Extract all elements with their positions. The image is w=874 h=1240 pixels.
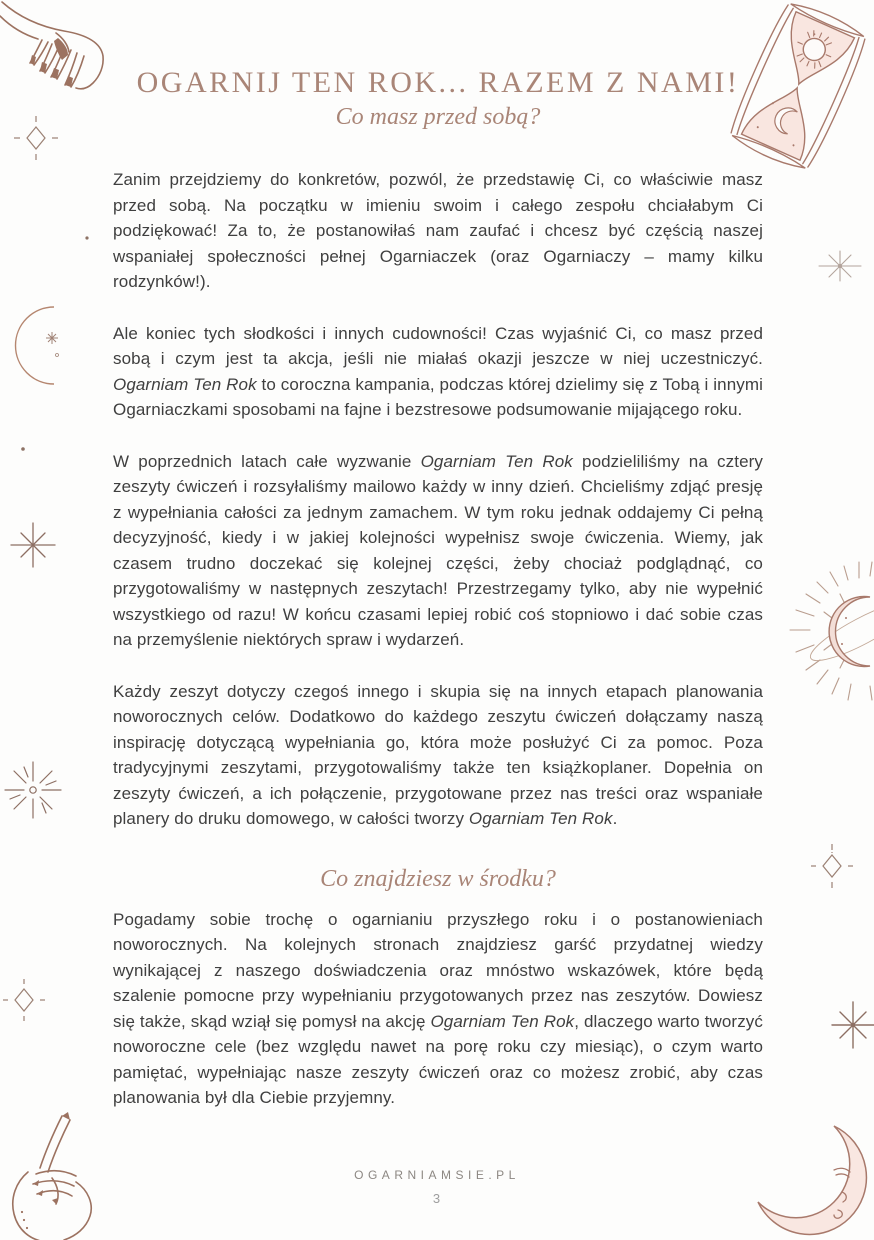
body-paragraph: Ale koniec tych słodkości i innych cudowności! Czas wyjaśnić Ci, co masz przed sobą i czym jest ta akcja, jeśli nie miałaś okazji jeszcze w niej uczestniczyć. Ogarniam Ten Rok to coroczna kampania, podczas której dzielimy się z Tobą i innymi Ogarniaczkami sposobami na fajne i bezstresowe podsumowanie mijającego roku. — [113, 323, 763, 419]
dot-icon — [84, 235, 90, 241]
body-paragraph: Każdy zeszyt dotyczy czegoś innego i skupia się na innych etapach planowania noworocznych celów. Dodatkowo do każdego zeszytu ćwiczeń dołączamy naszą inspirację dotyczącą wypełniania go, która może posłużyć Ci za pomoc. Poza tradycyjnymi zeszytami, przygotowaliśmy także ten książkoplaner. Dopełnia on zeszyty ćwiczeń, a ich połączenie, przygotowane przez nas treści oraz wspaniałe planery do druku domowego, w całości tworzy Ogarniam Ten Rok. — [113, 681, 763, 828]
hourglass-icon — [748, 2, 848, 170]
moon-rays-icon — [784, 560, 874, 704]
page-footer — [0, 1168, 874, 1206]
intro-section — [113, 167, 763, 832]
website-label: OGARNIAMSIE.PL — [354, 1168, 520, 1182]
starburst-icon — [1, 758, 65, 822]
asterisk-star-icon — [828, 1000, 874, 1050]
crescent-moon-icon — [0, 298, 80, 393]
page-title: OGARNIJ TEN ROK... RAZEM Z NAMI! — [136, 66, 740, 99]
asterisk-star-icon — [9, 521, 57, 569]
page-number: 3 — [432, 1191, 442, 1206]
starburst-icon — [818, 244, 862, 288]
page-subtitle: Co masz przed sobą? — [335, 104, 541, 130]
dot-icon — [20, 446, 26, 452]
sparkle-diamond-icon — [808, 842, 856, 890]
page-content — [113, 0, 763, 1137]
sparkle-diamond-icon — [12, 114, 60, 162]
body-paragraph: Pogadamy sobie trochę o ogarnianiu przyszłego roku i o postanowieniach noworocznych. Na kolejnych stronach znajdziesz garść przydatnej wiedzy wynikającej z naszego doświadczenia oraz mnóstwo wskazówek, które będą szalenie pomocne przy wypełnianiu przygotowanych przez nas zeszytów. Dowiesz się także, skąd wziął się pomysł na akcję Ogarniam Ten Rok, dlaczego warto tworzyć noworoczne cele (bez względu nawet na porę roku czy miesiąc), o czym warto pamiętać, wypełniając nasze zeszyty ćwiczeń oraz co możesz zrobić, aby czas planowania był dla Ciebie przyjemny. — [113, 909, 763, 1107]
body-paragraph: W poprzednich latach całe wyzwanie Ogarniam Ten Rok podzieliliśmy na cztery zeszyty ćwiczeń i rozsyłaliśmy mailowo każdy w inny dzień. Chcieliśmy zdjąć presję z wypełniania całości za jednym zamachem. W tym roku jednak oddajemy Ci pełną decyzyjność, kiedy i w jakiej kolejności wypełnisz swoje ćwiczenia. Wiemy, jak czasem trudno doczekać się kolejnej części, żeby chociaż podglądnąć, co przygotowaliśmy w następnych zeszytach! Przestrzegamy tylko, aby nie wypełnić wszystkiego od razu! W końcu czasami lepiej robić coś stopniowo i dać sobie czas na przemyślenie niektórych spraw i wydarzeń. — [113, 451, 763, 649]
contents-section — [113, 907, 763, 1111]
section-heading: Co znajdziesz w środku? — [320, 865, 556, 892]
sparkle-diamond-icon — [0, 976, 48, 1024]
body-paragraph: Zanim przejdziemy do konkretów, pozwól, że przedstawię Ci, co właściwie masz przed sobą. Na początku w imieniu swoim i całego zespołu chciałabym Ci podziękować! Za to, że postanowiłaś nam zaufać i chcesz być częścią naszej wspaniałej społeczności pełnej Ogarniaczek (oraz Ogarniaczy – mamy kilku rodzynków!). — [113, 170, 763, 291]
